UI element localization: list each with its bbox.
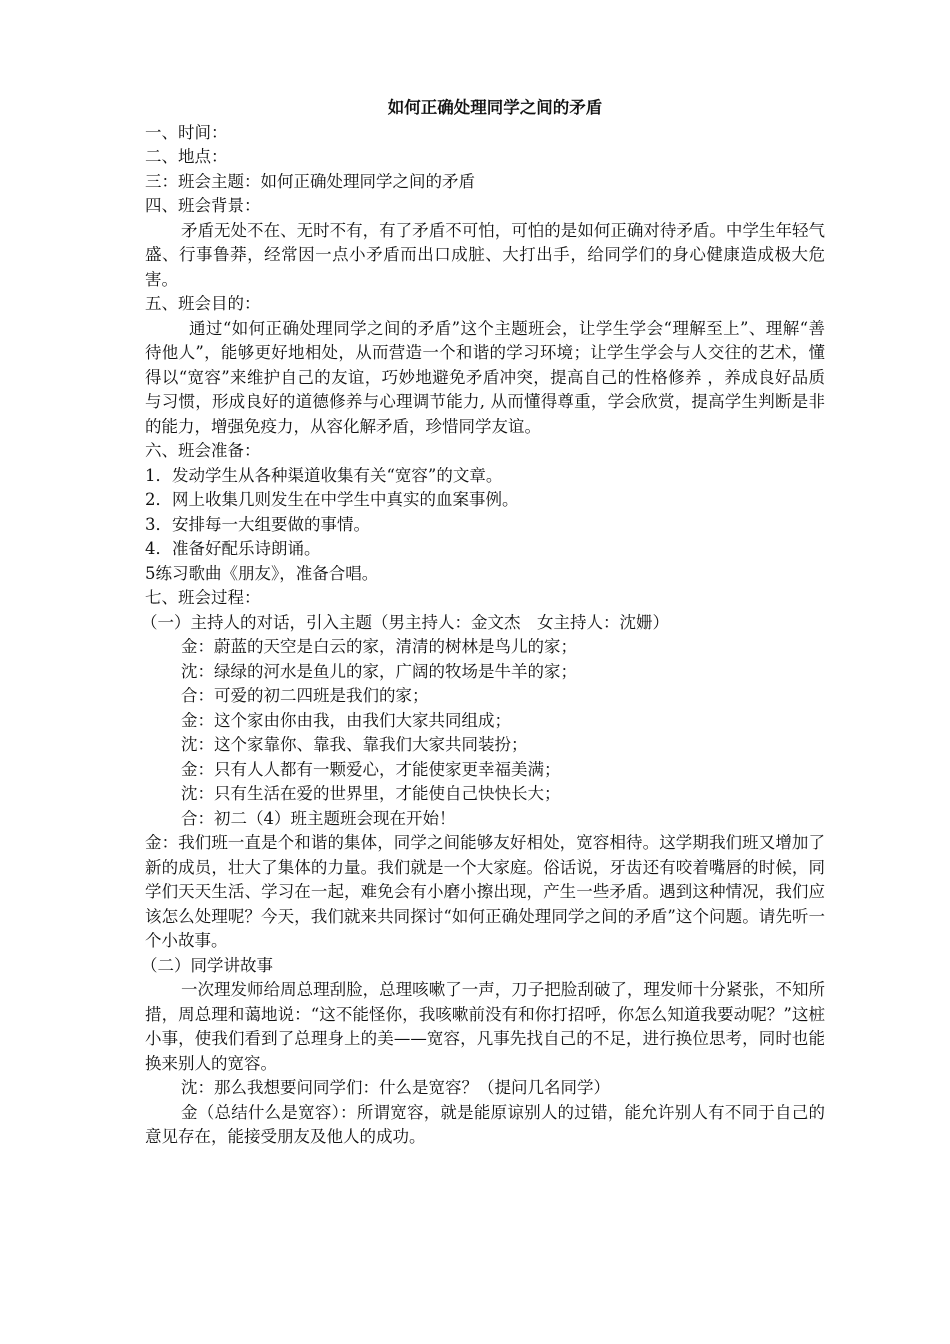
document-page [141,96,825,1150]
dialogue-line: 沈：这个家靠你、靠我、靠我们大家共同装扮； [181,735,528,754]
section-prep-heading: 六、班会准备： [145,441,261,460]
section-theme: 三：班会主题：如何正确处理同学之间的矛盾 [145,171,475,191]
prep-item: 4．准备好配乐诗朗诵。 [145,539,321,558]
dialogue-line: 合：可爱的初二四班是我们的家； [181,686,429,705]
section-process-heading: 七、班会过程： [145,588,261,607]
part1-heading: （一）主持人的对话，引入主题（男主持人：金文杰 女主持人：沈姗） [141,612,669,632]
prep-item: 1．发动学生从各种渠道收集有关“宽容”的文章。 [145,465,503,485]
section-place: 二、地点： [145,147,228,166]
dialogue-line: 金：蔚蓝的天空是白云的家，清清的树林是鸟儿的家； [181,637,577,656]
dialogue-line: 沈：绿绿的河水是鱼儿的家，广阔的牧场是牛羊的家； [181,661,577,681]
story-paragraph: 一次理发师给周总理刮脸，总理咳嗽了一声，刀子把脸刮破了，理发师十分紧张，不知所措，周总理和蔼地说：“这不能怪你，我咳嗽前没有和你打招呼，你怎么知道我要动呢？”这桩小事，使我们看到了总理身上的美——宽容，凡事先找自己的不足，进行换位思考，同时也能换来别人的宽容。 [145,980,825,1073]
document-title: 如何正确处理同学之间的矛盾 [387,98,603,117]
jin-summary-paragraph: 金（总结什么是宽容）：所谓宽容，就是能原谅别人的过错，能允许别人有不同于自己的意见存在，能接受朋友及他人的成功。 [145,1102,825,1146]
dialogue-line: 合：初二（4）班主题班会现在开始！ [181,808,456,828]
dialogue-line: 金：这个家由你由我，由我们大家共同组成； [181,710,511,730]
section-time: 一、时间： [145,122,228,142]
part2-heading: （二）同学讲故事 [141,955,273,975]
purpose-paragraph: 通过“如何正确处理同学之间的矛盾”这个主题班会，让学生学会“理解至上”、理解“善待他人”，能够更好地相处，从而营造一个和谐的学习环境；让学生学会与人交往的艺术，懂得以“宽容”来维护自己的友谊，巧妙地避免矛盾冲突，提高自己的性格修养 ，养成良好品质与习惯，形成良好的道德修养与心理调节能力, 从而懂得尊重，学会欣赏，提高学生判断是非的能力，增强免疫力，从容化解矛盾，珍惜同学友谊。 [145,318,825,436]
section-purpose-heading: 五、班会目的： [145,294,261,313]
shen-question: 沈：那么我想要问同学们：什么是宽容？（提问几名同学） [181,1078,610,1097]
prep-item: 2．网上收集几则发生在中学生中真实的血案事例。 [145,490,519,509]
prep-item: 3．安排每一大组要做的事情。 [145,514,370,534]
prep-item: 5练习歌曲《朋友》，准备合唱。 [145,563,379,583]
jin-intro-paragraph: 金：我们班一直是个和谐的集体，同学之间能够友好相处，宽容相待。这学期我们班又增加了新的成员，壮大了集体的力量。我们就是一个大家庭。俗话说，牙齿还有咬着嘴唇的时候，同学们天天生活、学习在一起，难免会有小磨小擦出现，产生一些矛盾。遇到这种情况，我们应该怎么处理呢？今天，我们就来共同探讨“如何正确处理同学之间的矛盾”这个问题。请先听一个小故事。 [145,833,825,950]
dialogue-line: 金：只有人人都有一颗爱心，才能使家更幸福美满； [181,759,561,779]
background-paragraph: 矛盾无处不在、无时不有，有了矛盾不可怕，可怕的是如何正确对待矛盾。中学生年轻气盛、行事鲁莽，经常因一点小矛盾而出口成脏、大打出手，给同学们的身心健康造成极大危害。 [145,220,825,289]
dialogue-line: 沈：只有生活在爱的世界里，才能使自己快快长大； [181,784,561,803]
section-background-heading: 四、班会背景： [145,196,261,215]
